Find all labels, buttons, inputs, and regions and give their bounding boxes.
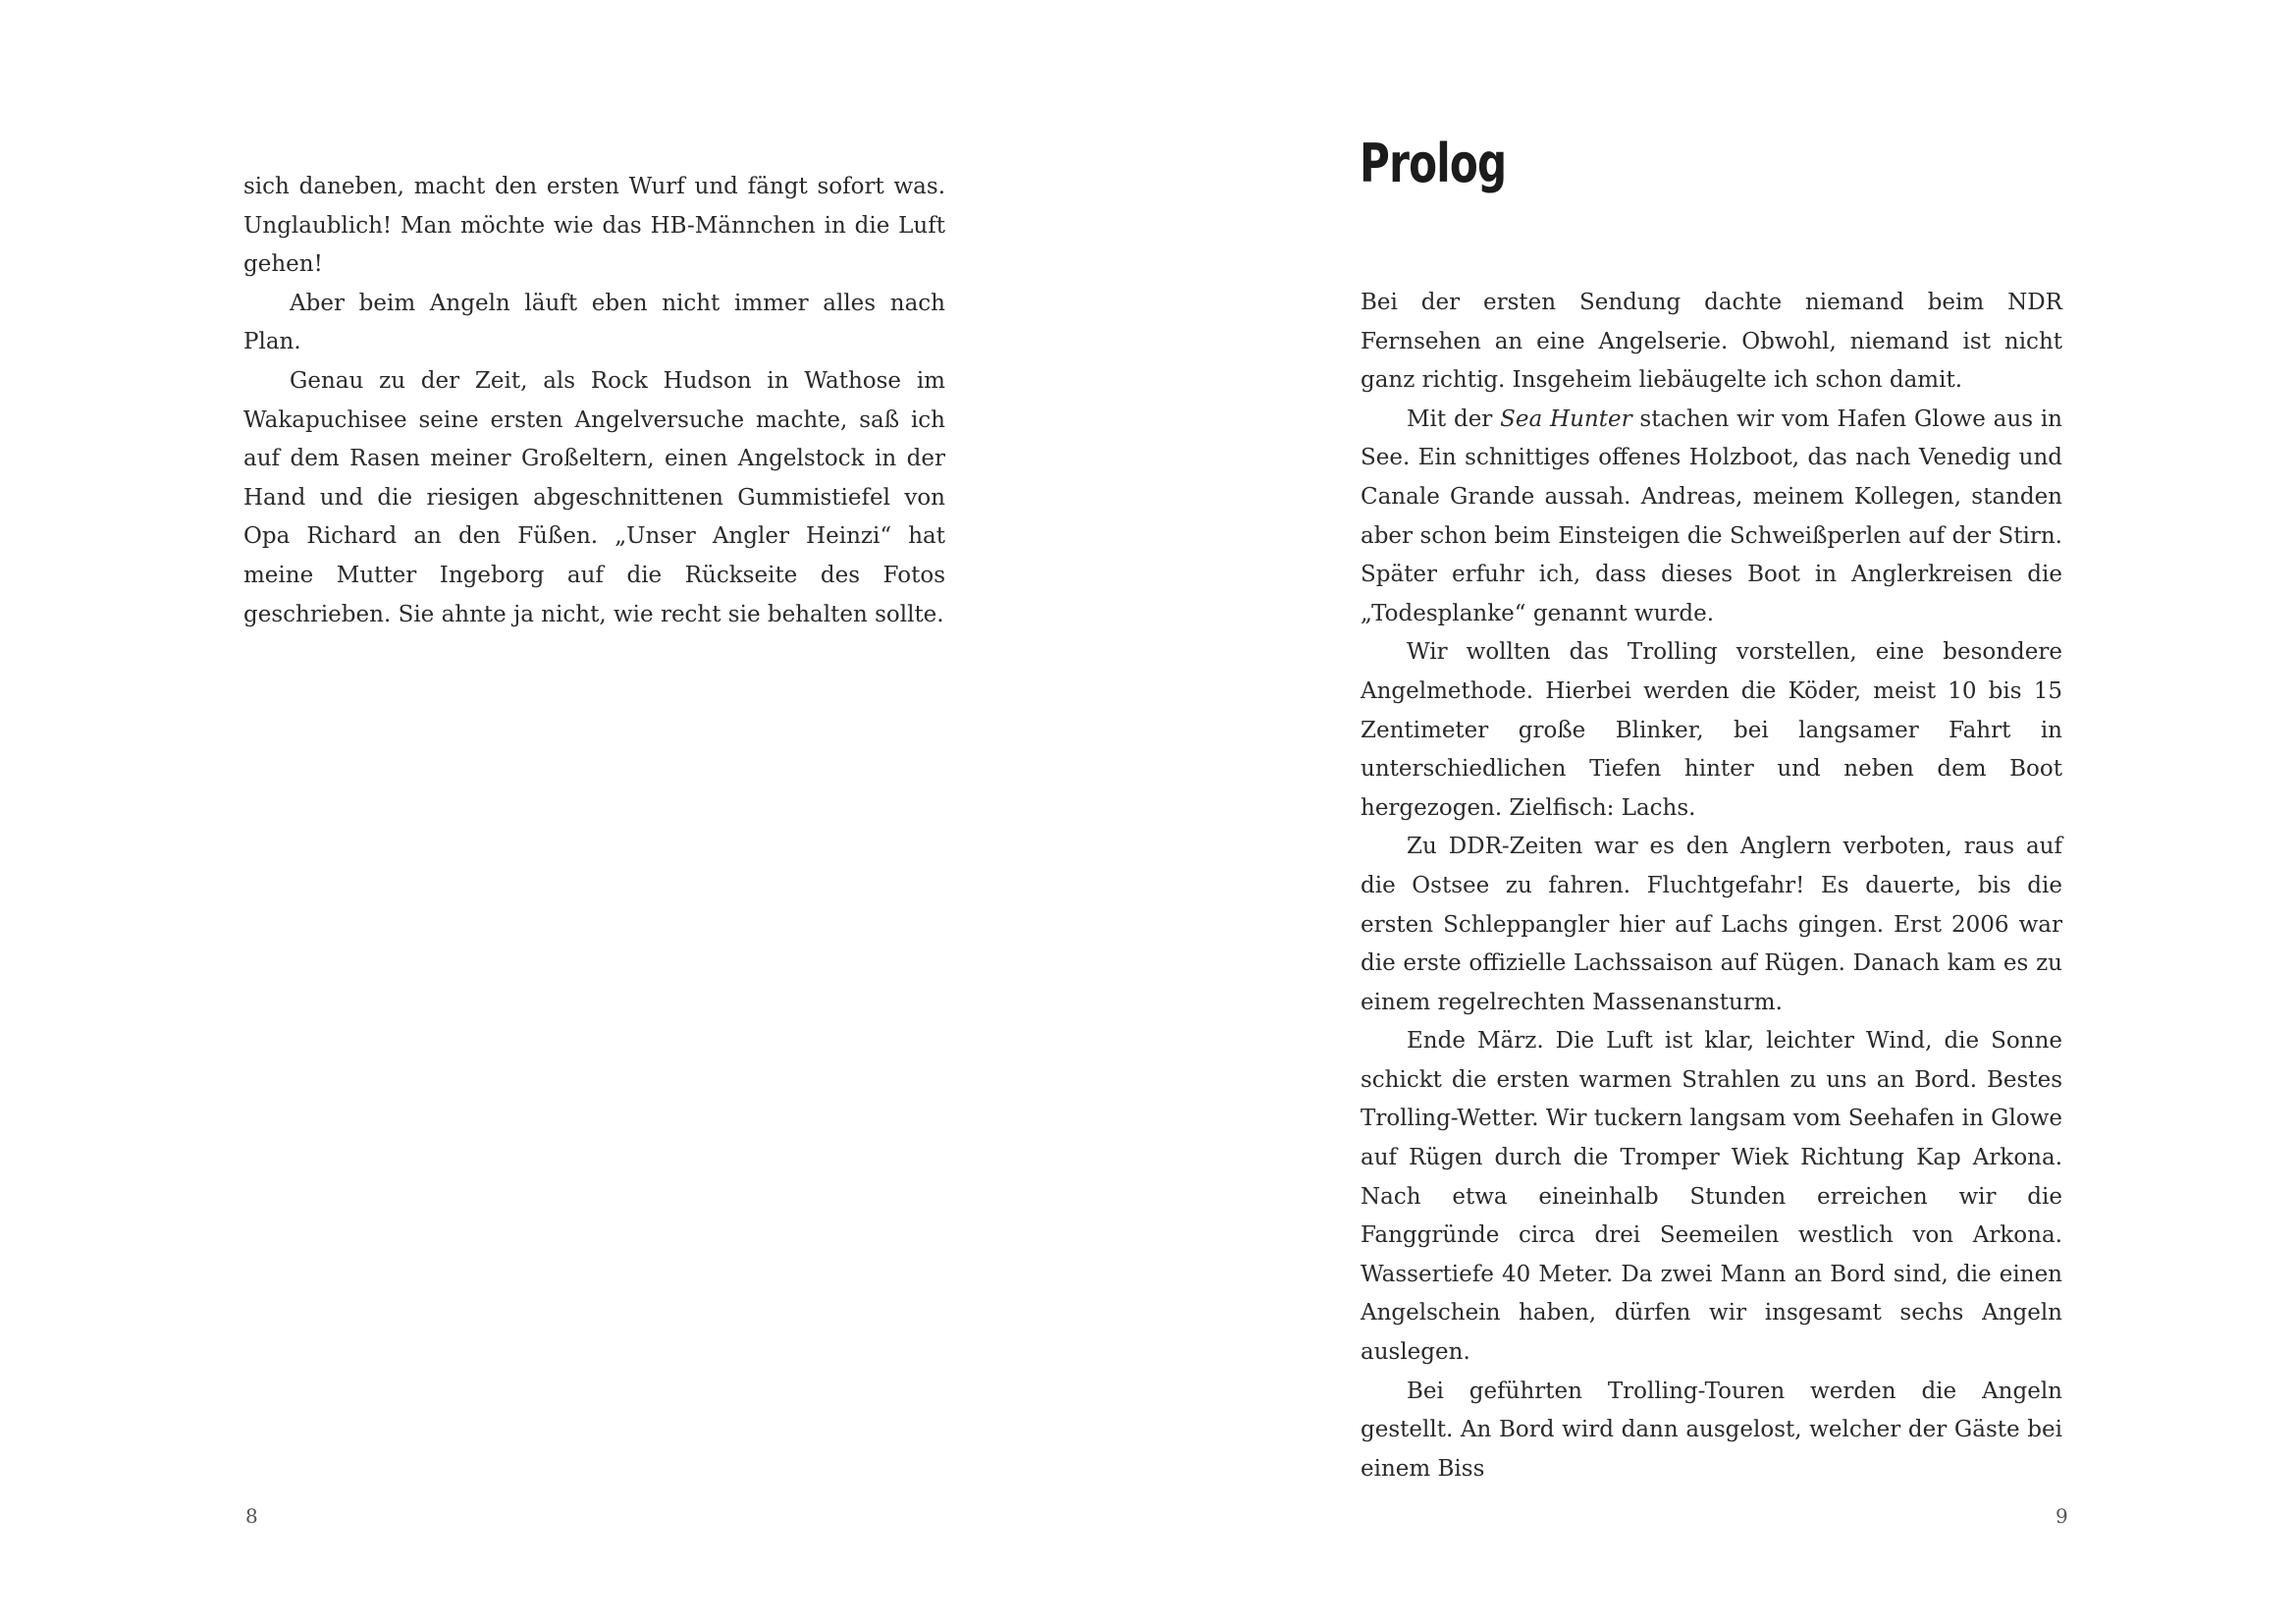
- left-page-body: [243, 168, 945, 634]
- right-page-body: [1361, 284, 2062, 1489]
- chapter-title: Prolog: [1360, 133, 1507, 194]
- right-page: [1148, 0, 2296, 1624]
- right-paragraph-6: Bei geführten Trolling-Touren werden die Angeln gestellt. An Bord wird dann ausgelost, welcher der Gäste bei einem Biss: [1361, 1378, 2062, 1482]
- left-page-number: 8: [245, 1504, 258, 1528]
- left-paragraph-1: sich daneben, macht den ersten Wurf und fängt sofort was. Unglaublich! Man möchte wie das HB-Männchen in die Luft gehen!: [243, 174, 945, 278]
- left-paragraph-3: Genau zu der Zeit, als Rock Hudson in Wathose im Wakapuchisee seine ersten Angelversuche machte, saß ich auf dem Rasen meiner Großeltern, einen Angelstock in der Hand und die riesigen abgeschnittenen Gummistiefel von Opa Richard an den Füßen. „Unser Angler Heinzi“ hat meine Mutter Ingeborg auf die Rückseite des Fotos geschrieben. Sie ahnte ja nicht, wie recht sie behalten sollte.: [243, 367, 945, 627]
- right-paragraph-4: Zu DDR-Zeiten war es den Anglern verboten, raus auf die Ostsee zu fahren. Fluchtgefahr! Es dauerte, bis die ersten Schleppangler hier auf Lachs gingen. Erst 2006 war die erste offizielle Lachssaison auf Rügen. Danach kam es zu einem regelrechten Massenansturm.: [1361, 834, 2062, 1015]
- paragraph-rest: stachen wir vom Hafen Glowe aus in See. Ein schnittiges offenes Holzboot, das nach Venedig und Canale Grande aussah. Andreas, meinem Kollegen, standen aber schon beim Einsteigen die Schweißperlen auf der Stirn. Später erfuhr ich, dass dieses Boot in Anglerkreisen die „Todesplanke“ genannt wurde.: [1361, 406, 2062, 626]
- left-paragraph-2: Aber beim Angeln läuft eben nicht immer alles nach Plan.: [243, 290, 945, 355]
- right-page-number: 9: [2056, 1504, 2068, 1528]
- right-paragraph-5: Ende März. Die Luft ist klar, leichter Wind, die Sonne schickt die ersten warmen Strahlen zu uns an Bord. Bestes Trolling-Wetter. Wir tuckern langsam vom Seehafen in Glowe auf Rügen durch die Tromper Wiek Richtung Kap Arkona. Nach etwa eineinhalb Stunden erreichen wir die Fanggründe circa drei Seemeilen westlich von Arkona. Wassertiefe 40 Meter. Da zwei Mann an Bord sind, die einen Angelschein haben, dürfen wir insgesamt sechs Angeln auslegen.: [1361, 1028, 2062, 1366]
- right-paragraph-2: [1361, 401, 2062, 634]
- boat-name: Sea Hunter: [1500, 406, 1632, 432]
- paragraph-prefix: Mit der: [1407, 406, 1493, 432]
- right-paragraph-3: Wir wollten das Trolling vorstellen, eine besondere Angelmethode. Hierbei werden die Köder, meist 10 bis 15 Zentimeter große Blinker, bei langsamer Fahrt in unterschiedlichen Tiefen hinter und neben dem Boot hergezogen. Zielfisch: Lachs.: [1361, 639, 2062, 821]
- right-paragraph-1: Bei der ersten Sendung dachte niemand beim NDR Fernsehen an eine Angelserie. Obwohl, niemand ist nicht ganz richtig. Insgeheim liebäugelte ich schon damit.: [1361, 290, 2062, 394]
